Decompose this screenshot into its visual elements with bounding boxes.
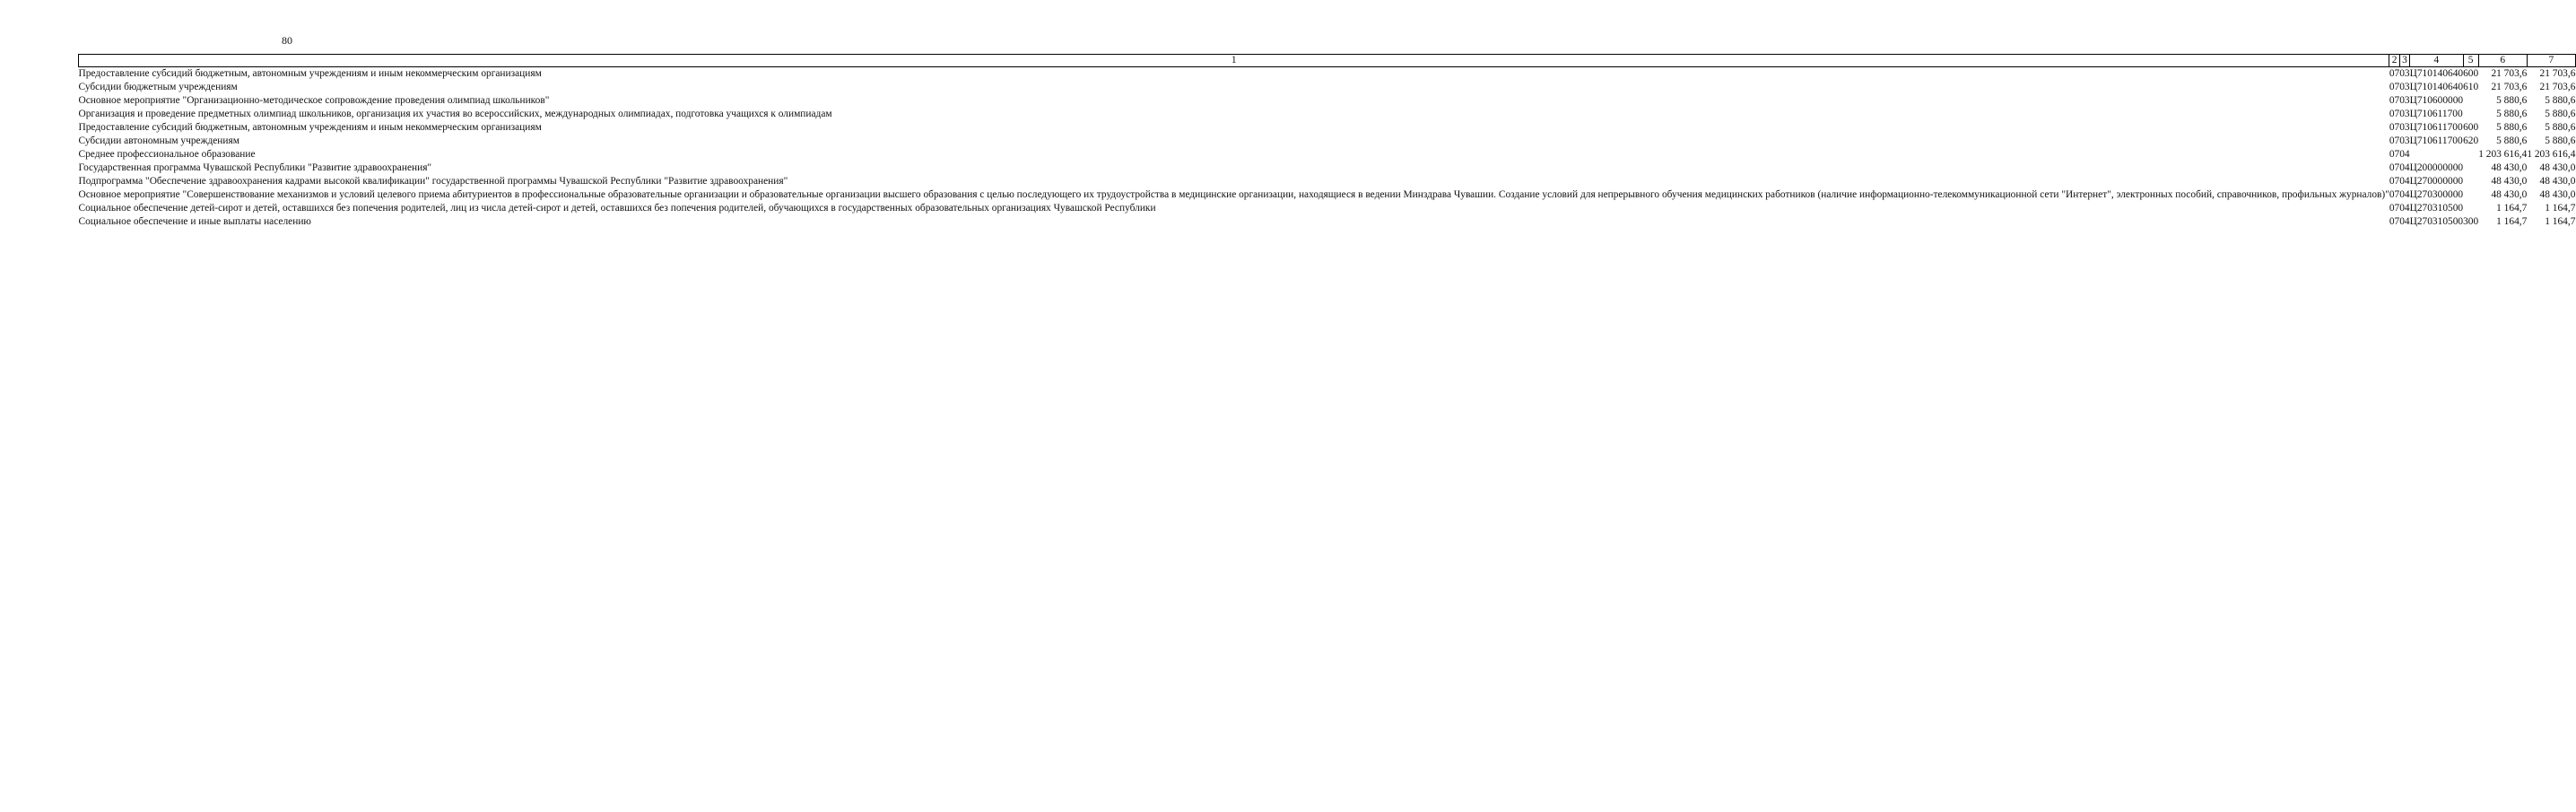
row-subsection-cell: 03 (2399, 122, 2410, 133)
header-col-7: 7 (2527, 55, 2575, 67)
row-name-cell: Государственная программа Чувашской Республики "Развитие здравоохранения" (78, 162, 432, 173)
row-amount-2-cell: 1 164,7 (2545, 203, 2576, 214)
row-section-cell: 07 (2389, 176, 2400, 187)
row-subsection-cell: 04 (2399, 162, 2410, 173)
row-expense-type-cell (2463, 108, 2478, 121)
row-expense-type-cell (2463, 94, 2478, 108)
row-amount-1-cell: 5 880,6 (2496, 95, 2528, 106)
row-section-cell: 07 (2389, 149, 2400, 160)
row-section-cell: 07 (2389, 82, 2400, 92)
row-expense-type-cell (2463, 162, 2478, 175)
header-col-1: 1 (79, 55, 2389, 67)
budget-table (78, 54, 2576, 229)
row-amount-1-cell: 21 703,6 (2491, 68, 2528, 79)
row-name-cell: Социальное обеспечение и иные выплаты населению (78, 216, 311, 227)
row-target-article-cell (2410, 148, 2463, 162)
row-expense-type-cell (2463, 175, 2478, 188)
row-subsection-cell: 04 (2399, 203, 2410, 214)
table-row (79, 135, 2576, 148)
row-amount-1-cell: 1 164,7 (2496, 203, 2528, 214)
row-amount-2-cell: 48 430,0 (2539, 162, 2576, 173)
row-amount-2-cell: 1 203 616,4 (2527, 149, 2576, 160)
row-subsection-cell: 03 (2399, 82, 2410, 92)
row-name-cell: Предоставление субсидий бюджетным, автономным учреждениям и иным некоммерческим организациям (78, 68, 542, 79)
row-name-cell: Организация и проведение предметных олимпиад школьников, организация их участия во всероссийских, международных олимпиадах, подготовка учащихся к олимпиадам (78, 109, 832, 119)
table-row (79, 202, 2576, 215)
row-subsection-cell: 03 (2399, 135, 2410, 146)
table-row (79, 148, 2576, 162)
row-amount-1-cell: 1 203 616,4 (2478, 149, 2528, 160)
row-target-article-cell: Ц710140640 (2409, 68, 2464, 79)
row-amount-1-cell: 21 703,6 (2491, 82, 2528, 92)
row-amount-2-cell: 5 880,6 (2545, 135, 2576, 146)
row-section-cell: 07 (2389, 95, 2400, 106)
row-subsection-cell: 04 (2399, 149, 2410, 160)
table-body (79, 67, 2576, 230)
table-row (79, 81, 2576, 94)
table-header (79, 55, 2576, 67)
row-expense-type-cell (2463, 148, 2478, 162)
row-expense-type-cell: 300 (2463, 216, 2479, 227)
row-subsection-cell: 03 (2399, 109, 2410, 119)
row-target-article-cell: Ц710600000 (2409, 95, 2464, 106)
row-name-cell: Основное мероприятие "Организационно-методическое сопровождение проведения олимпиад школьников" (78, 95, 550, 106)
row-expense-type-cell: 610 (2463, 82, 2479, 92)
row-expense-type-cell (2463, 202, 2478, 215)
row-name-cell: Субсидии автономным учреждениям (78, 135, 239, 146)
table-row (79, 94, 2576, 108)
row-section-cell: 07 (2389, 68, 2400, 79)
row-amount-1-cell: 5 880,6 (2496, 109, 2528, 119)
row-name-cell: Подпрограмма "Обеспечение здравоохранения кадрами высокой квалификации" государственной программы Чувашской Республики "Развитие здравоохранения" (78, 176, 788, 187)
row-target-article-cell: Ц710611700 (2409, 109, 2463, 119)
row-section-cell: 07 (2389, 162, 2400, 173)
row-target-article-cell: Ц270300000 (2409, 189, 2464, 200)
row-name-cell: Социальное обеспечение детей-сирот и детей, оставшихся без попечения родителей, лиц из числа детей-сирот и детей, оставшихся без попечения родителей, обучающихся в государственных образовательных организациях Чувашской Республики (78, 203, 1156, 214)
row-section-cell: 07 (2389, 216, 2400, 227)
row-expense-type-cell: 620 (2463, 135, 2479, 146)
table-row (79, 162, 2576, 175)
row-amount-2-cell: 5 880,6 (2545, 122, 2576, 133)
row-name-cell: Предоставление субсидий бюджетным, автономным учреждениям и иным некоммерческим организациям (78, 122, 542, 133)
row-amount-1-cell: 48 430,0 (2491, 176, 2528, 187)
header-col-4: 4 (2410, 55, 2463, 67)
row-target-article-cell: Ц270000000 (2409, 176, 2464, 187)
row-subsection-cell: 03 (2399, 95, 2410, 106)
row-name-cell: Среднее профессиональное образование (78, 149, 256, 160)
row-section-cell: 07 (2389, 122, 2400, 133)
table-row (79, 188, 2576, 202)
row-amount-1-cell: 48 430,0 (2491, 189, 2528, 200)
header-col-5: 5 (2463, 55, 2478, 67)
header-col-3: 3 (2399, 55, 2409, 67)
row-section-cell: 07 (2389, 203, 2400, 214)
row-amount-2-cell: 5 880,6 (2545, 109, 2576, 119)
row-expense-type-cell: 600 (2463, 68, 2479, 79)
header-col-6: 6 (2478, 55, 2527, 67)
table-row (79, 121, 2576, 135)
row-target-article-cell: Ц710611700 (2409, 122, 2463, 133)
table-row (79, 108, 2576, 121)
row-amount-1-cell: 48 430,0 (2491, 162, 2528, 173)
row-target-article-cell: Ц270310500 (2409, 203, 2464, 214)
header-col-2: 2 (2389, 55, 2399, 67)
row-amount-1-cell: 5 880,6 (2496, 135, 2528, 146)
row-target-article-cell: Ц710611700 (2409, 135, 2463, 146)
row-amount-1-cell: 1 164,7 (2496, 216, 2528, 227)
row-subsection-cell: 03 (2399, 68, 2410, 79)
row-section-cell: 07 (2389, 135, 2400, 146)
row-name-cell: Основное мероприятие "Совершенствование механизмов и условий целевого приема абитуриентов в профессиональные образовательные организации и образовательные организации высшего образования с целью последующего их трудоустройства в медицинские организации, находящиеся в ведении Минздрава Чувашии. Создание условий для непрерывного обучения медицинских работников (наличие информационно-телекоммуникационной сети "Интернет", электронных пособий, справочников, профильных журналов)" (78, 189, 2389, 200)
row-name-cell: Субсидии бюджетным учреждениям (78, 82, 238, 92)
row-amount-2-cell: 21 703,6 (2539, 82, 2576, 92)
row-subsection-cell: 04 (2399, 189, 2410, 200)
row-section-cell: 07 (2389, 189, 2400, 200)
row-target-article-cell: Ц270310500 (2409, 216, 2464, 227)
row-expense-type-cell (2463, 188, 2478, 202)
row-amount-2-cell: 5 880,6 (2545, 95, 2576, 106)
table-row (79, 67, 2576, 82)
row-amount-2-cell: 48 430,0 (2539, 189, 2576, 200)
table-row (79, 175, 2576, 188)
row-section-cell: 07 (2389, 109, 2400, 119)
row-expense-type-cell: 600 (2463, 122, 2479, 133)
row-target-article-cell: Ц200000000 (2409, 162, 2464, 173)
row-amount-2-cell: 1 164,7 (2545, 216, 2576, 227)
row-target-article-cell: Ц710140640 (2409, 82, 2464, 92)
page-number: 80 (282, 34, 292, 47)
row-subsection-cell: 04 (2399, 176, 2410, 187)
row-amount-1-cell: 5 880,6 (2496, 122, 2528, 133)
row-amount-2-cell: 48 430,0 (2539, 176, 2576, 187)
table-row (79, 215, 2576, 229)
row-amount-2-cell: 21 703,6 (2539, 68, 2576, 79)
row-subsection-cell: 04 (2399, 216, 2410, 227)
